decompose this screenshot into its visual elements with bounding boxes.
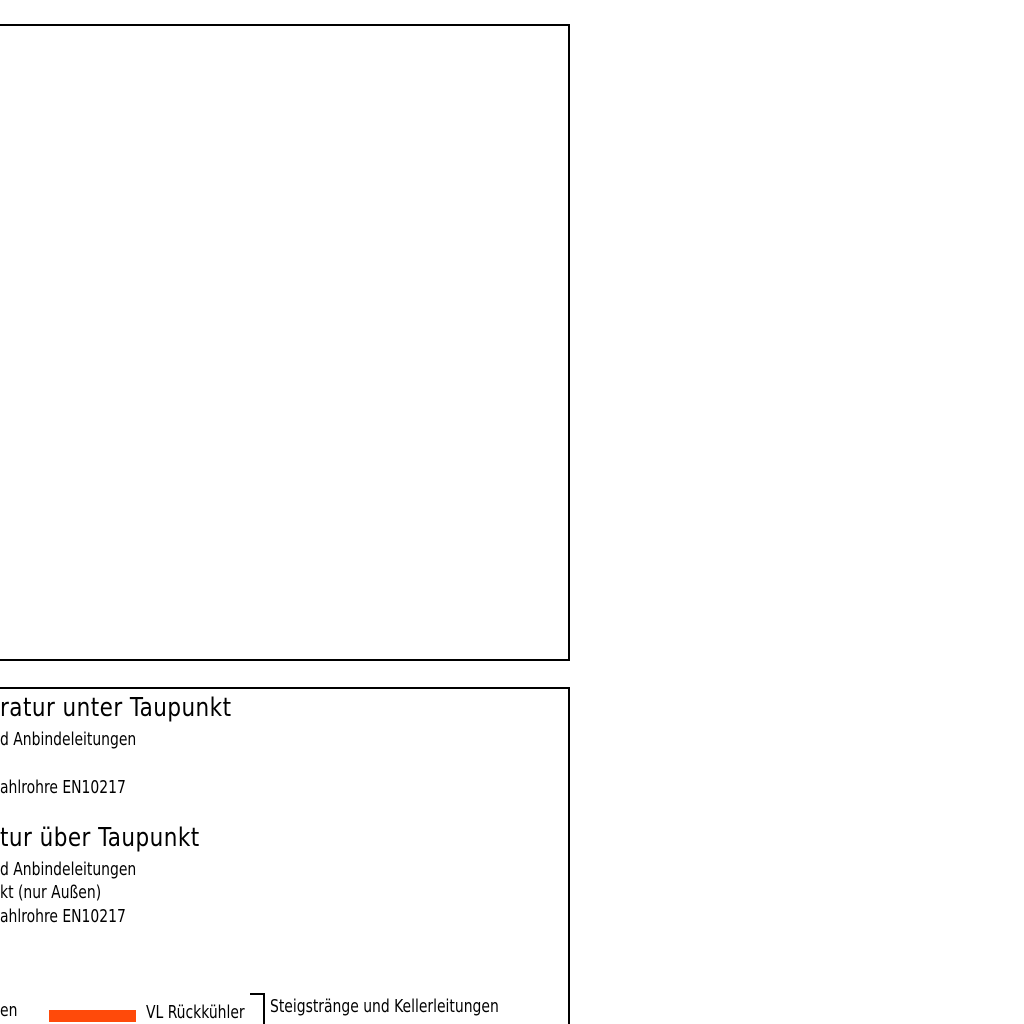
section2-line2: kt (nur Außen)	[0, 882, 102, 903]
section1-line2: ahlrohre EN10217	[0, 777, 126, 798]
section2-line1: d Anbindeleitungen	[0, 859, 137, 880]
drawing-frame-top	[0, 24, 570, 661]
section2-heading: tur über Taupunkt	[0, 823, 200, 853]
vl-rueckkuehler-line-swatch	[49, 1010, 136, 1022]
section1-heading: ratur unter Taupunkt	[0, 693, 232, 723]
vl-rueckkuehler-label: VL Rückkühler	[146, 1002, 245, 1023]
group-label: Steigstränge und Kellerleitungen	[270, 996, 499, 1017]
section2-line3: ahlrohre EN10217	[0, 906, 126, 927]
legend-left-fragment: en	[0, 1000, 18, 1021]
group-bracket	[250, 992, 266, 1024]
section1-line1: d Anbindeleitungen	[0, 729, 137, 750]
